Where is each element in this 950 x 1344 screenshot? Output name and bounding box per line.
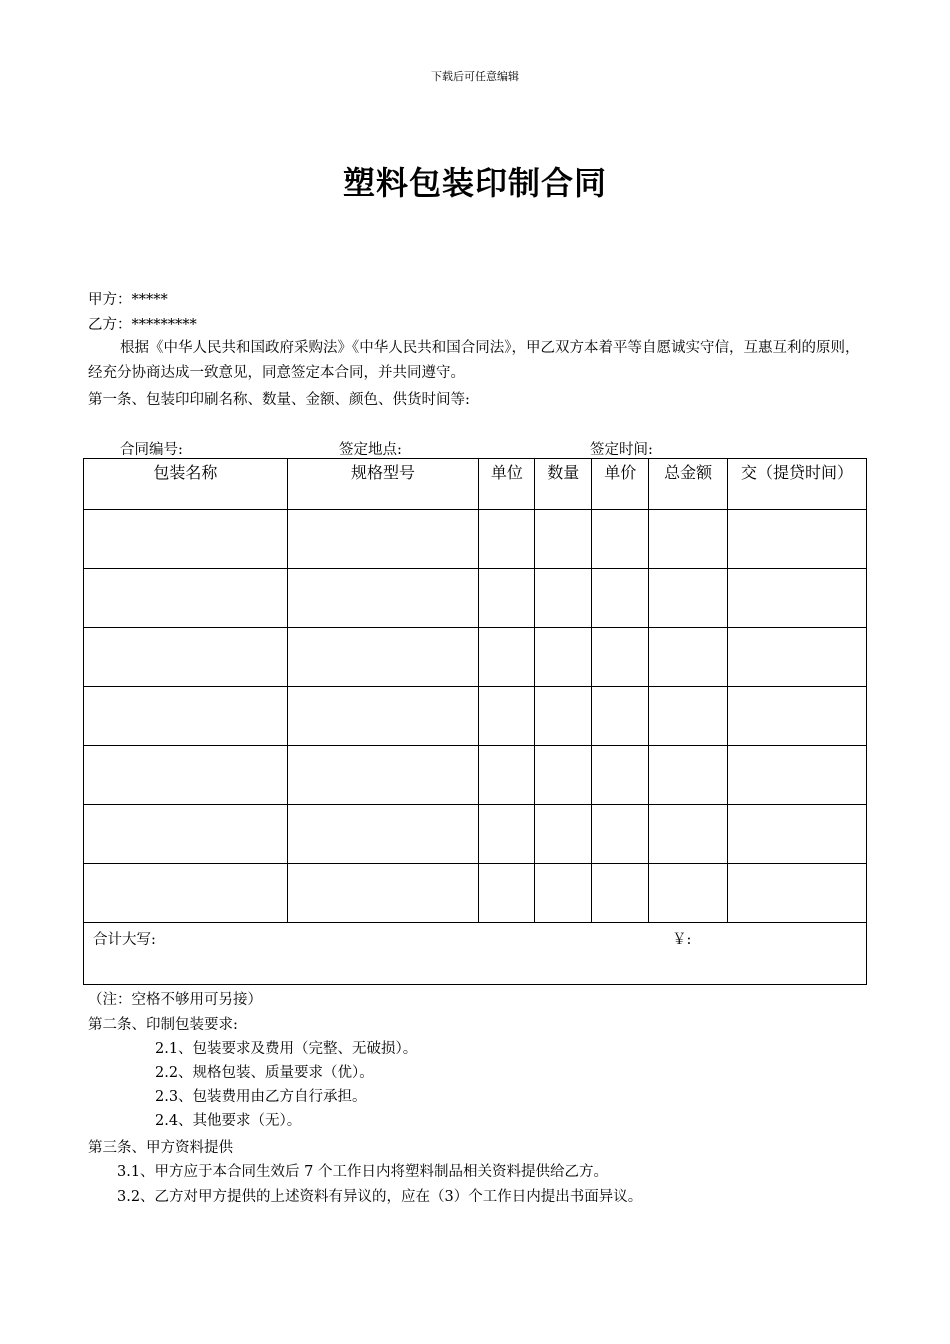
table-cell[interactable] [592,864,649,923]
table-cell[interactable] [649,687,728,746]
sign-time-label: 签定时间: [590,442,653,458]
table-cell[interactable] [592,687,649,746]
table-cell[interactable] [728,569,867,628]
table-cell[interactable] [535,746,592,805]
table-cell[interactable] [728,628,867,687]
table-cell[interactable] [649,569,728,628]
table-cell[interactable] [728,746,867,805]
table-header-row [84,459,867,510]
table-cell[interactable] [535,628,592,687]
table-row [84,805,867,864]
table-cell[interactable] [84,746,288,805]
table-cell[interactable] [287,628,479,687]
article-2-item: 2.1、包装要求及费用（完整、无破损）。 [155,1041,418,1057]
article-3-item: 3.2、乙方对甲方提供的上述资料有异议的，应在（3）个工作日内提出书面异议。 [117,1189,643,1205]
table-row [84,864,867,923]
table-cell[interactable] [479,805,535,864]
table-cell[interactable] [479,628,535,687]
table-row [84,746,867,805]
total-label: 合计大写: [93,932,156,948]
table-cell[interactable] [728,510,867,569]
article-3-item: 3.1、甲方应于本合同生效后 7 个工作日内将塑料制品相关资料提供给乙方。 [117,1164,609,1180]
col-header-total-amount: 总金额 [649,459,728,510]
table-cell[interactable] [479,510,535,569]
col-header-delivery-time: 交（提贷时间） [728,459,867,510]
total-row [84,923,867,985]
table-cell[interactable] [592,510,649,569]
article-2-title: 第二条、印制包装要求: [88,1017,238,1033]
table-cell[interactable] [649,628,728,687]
table-cell[interactable] [592,628,649,687]
table-cell[interactable] [479,687,535,746]
table-cell[interactable] [535,805,592,864]
table-cell[interactable] [287,569,479,628]
table-row [84,510,867,569]
total-cell[interactable] [84,923,867,985]
table-cell[interactable] [592,805,649,864]
table-row [84,687,867,746]
table-row [84,628,867,687]
table-cell[interactable] [287,864,479,923]
table-cell[interactable] [728,805,867,864]
table-cell[interactable] [287,510,479,569]
table-cell[interactable] [479,746,535,805]
table-cell[interactable] [84,628,288,687]
article-3-title: 第三条、甲方资料提供 [88,1140,233,1156]
table-cell[interactable] [287,687,479,746]
table-cell[interactable] [535,510,592,569]
table-cell[interactable] [84,864,288,923]
table-cell[interactable] [592,569,649,628]
contract-no-label: 合同编号: [120,442,183,458]
col-header-unit: 单位 [479,459,535,510]
article-2-item: 2.2、规格包装、质量要求（优）。 [155,1065,374,1081]
table-cell[interactable] [649,746,728,805]
table-cell[interactable] [535,864,592,923]
table-cell[interactable] [287,805,479,864]
table-row [84,569,867,628]
yen-label: ￥: [672,932,692,948]
table-cell[interactable] [84,687,288,746]
table-cell[interactable] [535,569,592,628]
table-cell[interactable] [649,864,728,923]
intro-paragraph: 根据《中华人民共和国政府采购法》《中华人民共和国合同法》，甲乙双方本着平等自愿诚实守信，互惠互利的原则，经充分协商达成一致意见，同意签定本合同，并共同遵守。 [88,340,860,381]
party-a: 甲方：***** [88,292,168,308]
table-cell[interactable] [649,805,728,864]
document-title: 塑料包装印制合同 [342,164,607,202]
table-note: （注：空格不够用可另接） [88,992,262,1008]
table-cell[interactable] [592,746,649,805]
table-cell[interactable] [479,569,535,628]
table-cell[interactable] [728,864,867,923]
col-header-spec: 规格型号 [287,459,479,510]
col-header-quantity: 数量 [535,459,592,510]
table-cell[interactable] [84,805,288,864]
article-2-item: 2.4、其他要求（无）。 [155,1113,302,1129]
table-cell[interactable] [479,864,535,923]
col-header-name: 包装名称 [84,459,288,510]
article-2-item: 2.3、包装费用由乙方自行承担。 [155,1089,367,1105]
table-cell[interactable] [649,510,728,569]
table-cell[interactable] [728,687,867,746]
header-note: 下载后可任意编辑 [431,70,519,83]
col-header-unit-price: 单价 [592,459,649,510]
table-cell[interactable] [535,687,592,746]
article-1-title: 第一条、包装印印刷名称、数量、金额、颜色、供货时间等: [88,392,470,408]
sign-place-label: 签定地点: [339,442,402,458]
items-table [83,458,867,985]
table-cell[interactable] [287,746,479,805]
table-cell[interactable] [84,510,288,569]
party-b: 乙方：********* [88,317,197,333]
table-cell[interactable] [84,569,288,628]
